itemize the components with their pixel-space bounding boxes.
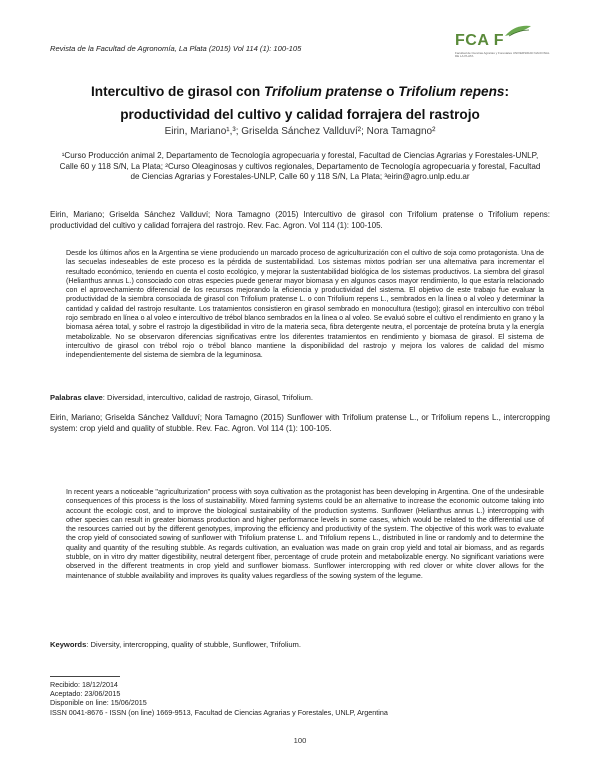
keywords-text: : Diversity, intercropping, quality of stubble, Sunflower, Trifolium. bbox=[86, 640, 301, 649]
title-line-1: Intercultivo de girasol con Trifolium pratense o Trifolium repens: bbox=[91, 84, 509, 99]
footer-divider bbox=[50, 676, 120, 677]
abstract-english: In recent years a noticeable "agriculturization" process with soya cultivation as the protagonist has been developing in Argentina. One of the undesirable consequences of this process is the loss of sustainability. Mixed farming systems could be an alternative to increase the economic outcome taking into account the ecologic cost, and to improve the biological sustainability of the production systems. Sunflower (Helianthus annus L.) intercropping with other species can result in greater biomass production and higher performance levels in some cases, which would be related to the differential use of the resources carried out by the different genotypes, improving the efficiency and productivity of the system. The objective of this work was to evaluate the crop yield of consociated sowing of sunflower with Trifolium pratense L. and Trifolium repens L., distributed in line or randomly and to determine the quality and quantity of the resulting stubble. As regards cultivation, an evaluation was made on grain crop yield and total air biomass, and as regards stubble, on in vitro dry matter digestibility, neutral detergent fiber, percentage of crude protein and metabolizable energy. No significant variations were observed in the different treatments in crop yield and sunflower biomass. Sunflower intercropping with red clover or white clover allows for the maintenance of stubble availability and improves its quality values regardless of the sowing system of the legume. bbox=[66, 488, 544, 580]
online-date: Disponible on line: 15/06/2015 bbox=[50, 698, 147, 708]
logo-text: FCA F bbox=[455, 32, 505, 49]
keywords-label: Palabras clave bbox=[50, 393, 103, 402]
article-title bbox=[50, 80, 550, 126]
keywords-spanish bbox=[50, 393, 550, 402]
keywords-english bbox=[50, 640, 550, 649]
publication-dates bbox=[50, 680, 550, 717]
abstract-spanish: Desde los últimos años en la Argentina se viene produciendo un marcado proceso de agriculturización con el cultivo de soja como protagonista. Una de las secuelas indeseables de este proceso es la pérdida de sustentabilidad. Los sistemas mixtos podrían ser una alternativa para incrementar el resultado económico, teniendo en cuenta el costo ecológico, y mejorar la sustentabilidad biológica de los sistemas productivos. La siembra del girasol (Helianthus annus L.) consociado con otras especies puede generar mayor biomasa y en algunos casos mayor rendimiento, lo que estaría relacionado con el aprovechamiento diferencial de los recursos mejorando la eficiencia y productividad del sistema. El objetivo de este trabajo fue evaluar la productividad de la siembra consociada de girasol con Trifolium pratense L. o con Trifolium repens L., sembrados en la línea o al voleo y determinar la cantidad y calidad del rastrojo resultante. Los tratamientos consistieron en girasol sembrado en monocultura (testigo); girasol en intercultivo con trébol rojo sembrado en línea o al voleo e intercultivo de trébol blanco sembrados en la línea o al voleo. Se evaluó sobre el cultivo el rendimiento en grano y la biomasa aérea total, y sobre el rastrojo la digestibilidad in vitro de la materia seca, fibra detergente neutra, el porcentaje de proteína bruta y la energía metabolizable. No se observaron diferencias significativas entre los diferentes tratamientos en rendimiento y biomasa de girasol. El sistema de intercultivo de girasol con trébol rojo o trébol blanco mantiene la disponibilidad del rastrojo y mejora los valores de calidad del mismo independientemente del sistema de siembra de la leguminosa. bbox=[66, 249, 544, 360]
received-date: Recibido: 18/12/2014 bbox=[50, 680, 118, 689]
journal-header: Revista de la Facultad de Agronomía, La Plata (2015) Vol 114 (1): 100-105 bbox=[50, 44, 302, 53]
issn-line: ISSN 0041-8676 - ISSN (on line) 1669-9513, Facultad de Ciencias Agrarias y Forestales, UNLP, Argentina bbox=[50, 707, 388, 717]
page-number: 100 bbox=[293, 736, 307, 745]
logo-subtitle: Facultad de Ciencias Agrarias y Forestales UNIVERSIDAD NACIONAL DE LA PLATA bbox=[455, 51, 550, 59]
citation-spanish: Eirin, Mariano; Griselda Sánchez Vallduví; Nora Tamagno (2015) Intercultivo de girasol con Trifolium pratense o Trifolium repens: productividad del cultivo y calidad forrajera del rastrojo. Rev. Fac. Agron. Vol 114 (1): 100-105. bbox=[50, 210, 550, 230]
citation-english: Eirin, Mariano; Griselda Sánchez Vallduví; Nora Tamagno (2015) Sunflower with Trifolium pratense L., or Trifolium repens L., intercropping system: crop yield and quality of stubble. Rev. Fac. Agron. Vol 114 (1): 100-105. bbox=[50, 413, 550, 433]
journal-logo bbox=[455, 22, 550, 64]
title-line-2: productividad del cultivo y calidad forrajera del rastrojo bbox=[120, 107, 480, 122]
keywords-label: Keywords bbox=[50, 640, 87, 649]
logo-leaf-icon bbox=[503, 22, 533, 38]
keywords-text: : Diversidad, intercultivo, calidad de rastrojo, Girasol, Trifolium. bbox=[102, 393, 313, 402]
accepted-date: Aceptado: 23/06/2015 bbox=[50, 689, 121, 699]
affiliation: ¹Curso Producción animal 2, Departamento de Tecnología agropecuaria y forestal, Facultad de Ciencias Agrarias y Forestales-UNLP, Calle 60 y 118 S/N, La Plata; ²Curso Oleaginosas y cultivos regionales, Departamento de Tecnología agropecuaria y forestal, Facultad de Ciencias Agrarias y Forestales-UNLP, Calle 60 y 118 S/N, La Plata; ³eirin@agro.unlp.edu.ar bbox=[59, 151, 541, 182]
authors: Eirin, Mariano¹,³; Griselda Sánchez Vallduví²; Nora Tamagno² bbox=[164, 126, 436, 137]
